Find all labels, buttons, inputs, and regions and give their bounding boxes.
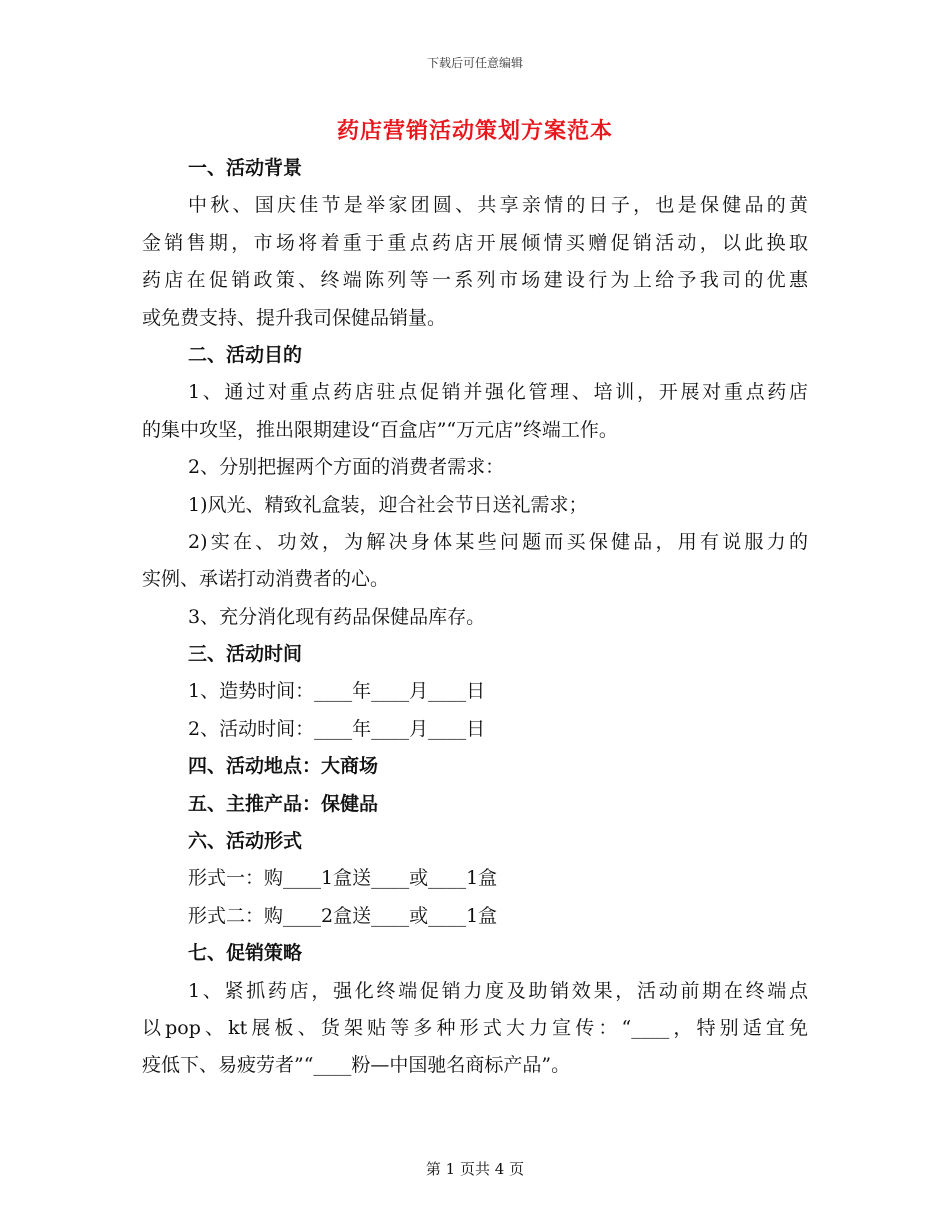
paragraph-line: 2、分别把握两个方面的消费者需求： <box>188 456 505 479</box>
section-heading: 二、活动目的 <box>188 343 303 366</box>
paragraph-line: 疫低下、易疲劳者”“____粉—中国驰名商标产品”。 <box>142 1054 571 1077</box>
paragraph-line: 1)风光、精致礼盒装，迎合社会节日送礼需求； <box>188 493 588 516</box>
paragraph-line: 1、通过对重点药店驻点促销并强化管理、培训，开展对重点药店 <box>188 381 808 404</box>
paragraph-line: 中秋、国庆佳节是举家团圆、共享亲情的日子，也是保健品的黄 <box>188 194 808 217</box>
paragraph-line: 药店在促销政策、终端陈列等一系列市场建设行为上给予我司的优惠 <box>142 269 808 292</box>
section-heading: 三、活动时间 <box>188 643 303 666</box>
section-heading: 一、活动背景 <box>188 157 303 179</box>
paragraph-line: 的集中攻坚，推出限期建设“百盒店”“万元店”终端工作。 <box>142 418 618 441</box>
paragraph-line: 金销售期，市场将着重于重点药店开展倾情买赠促销活动，以此换取 <box>142 231 808 254</box>
paragraph-line: 或免费支持、提升我司保健品销量。 <box>142 306 447 329</box>
page-footer: 第 1 页共 4 页 <box>425 1160 525 1178</box>
document-body <box>142 150 808 1085</box>
section-heading: 五、主推产品：保健品 <box>188 792 379 815</box>
document-title: 药店营销活动策划方案范本 <box>336 118 613 144</box>
page-header: 下载后可任意编辑 <box>426 56 523 70</box>
section-heading: 七、促销策略 <box>188 942 303 965</box>
paragraph-line: 1、造势时间：____年____月____日 <box>188 680 486 703</box>
paragraph-line: 以pop、kt展板、货架贴等多种形式大力宣传：“____，特别适宜免 <box>142 1016 808 1039</box>
paragraph-line: 2)实在、功效，为解决身体某些问题而买保健品，用有说服力的 <box>188 530 808 553</box>
paragraph-line: 形式一：购____1盒送____或____1盒 <box>188 867 498 890</box>
paragraph-line: 1、紧抓药店，强化终端促销力度及助销效果，活动前期在终端点 <box>188 979 808 1002</box>
section-heading: 六、活动形式 <box>188 830 303 853</box>
paragraph-line: 3、充分消化现有药品保健品库存。 <box>188 605 486 628</box>
paragraph-line: 实例、承诺打动消费者的心。 <box>142 568 390 591</box>
section-heading: 四、活动地点：大商场 <box>188 755 379 778</box>
paragraph-line: 形式二：购____2盒送____或____1盒 <box>188 904 498 927</box>
paragraph-line: 2、活动时间：____年____月____日 <box>188 717 486 740</box>
